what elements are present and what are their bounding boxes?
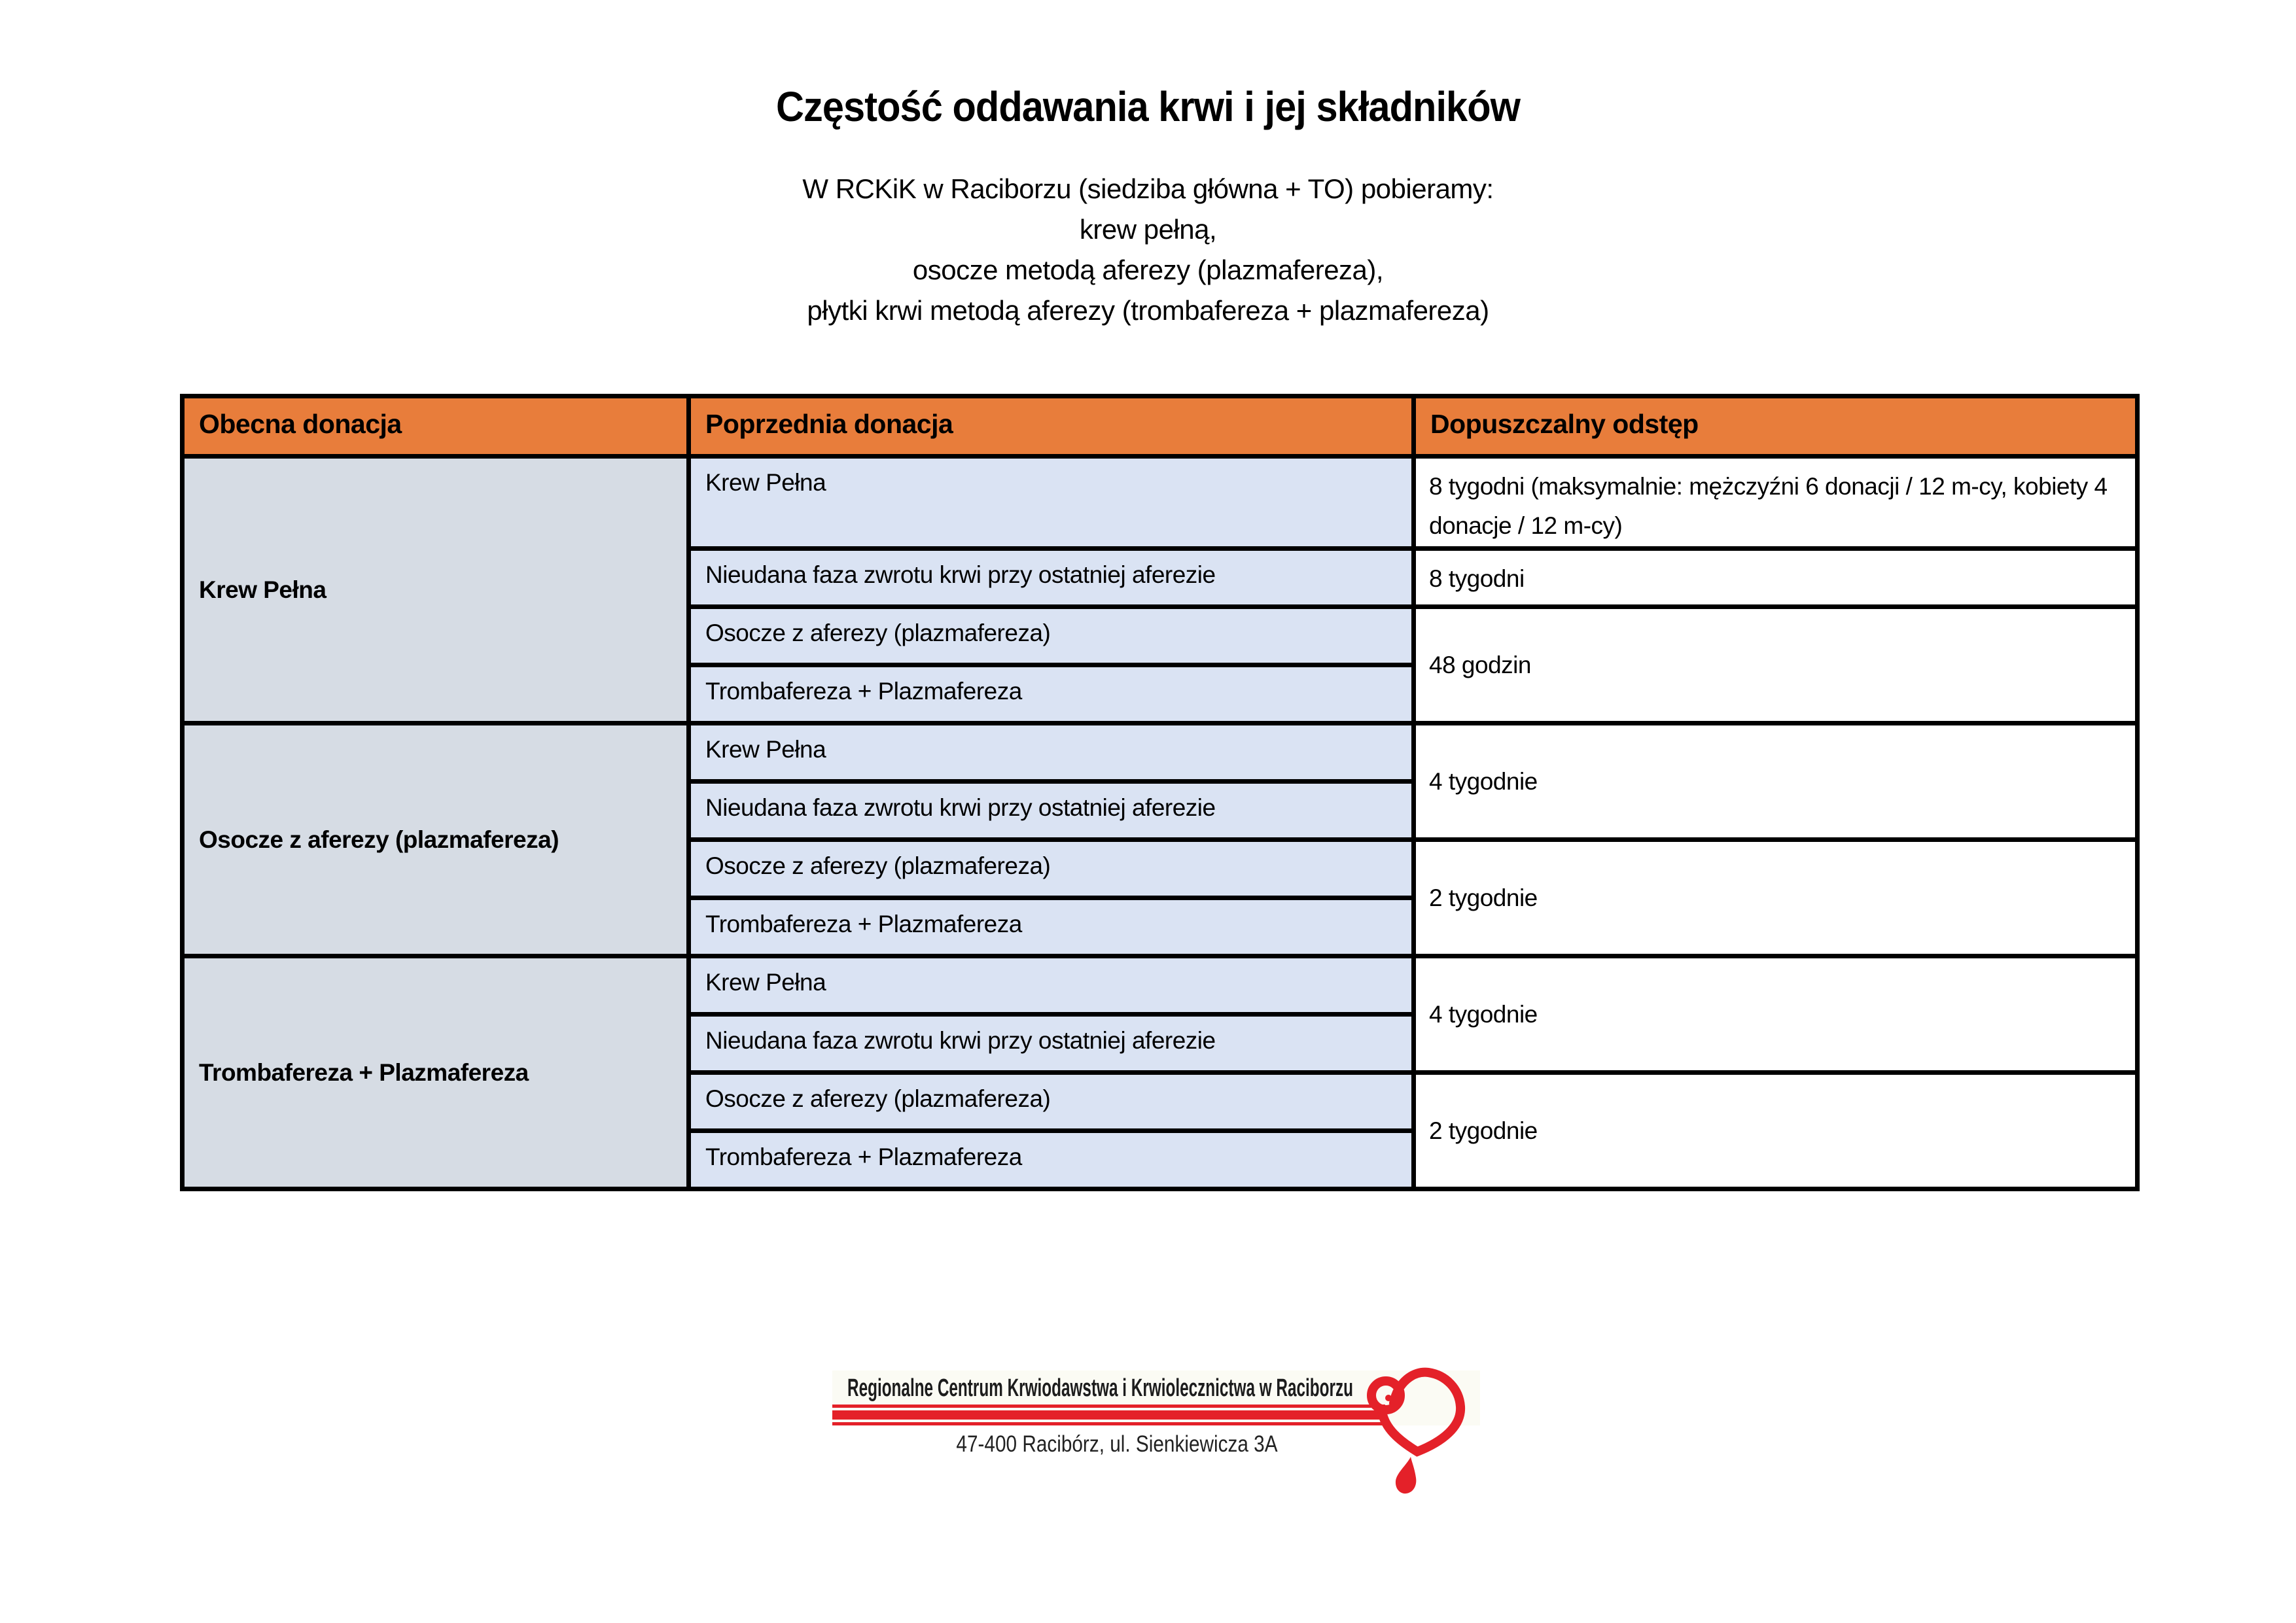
blood-drop-icon — [1396, 1457, 1416, 1493]
interval-cell: 8 tygodni (maksymalnie: mężczyźni 6 donacji / 12 m-cy, kobiety 4 donacje / 12 m-cy) — [1414, 457, 2138, 549]
previous-donation-cell: Osocze z aferezy (plazmafereza) — [689, 607, 1414, 665]
ribbon-roll — [1371, 1381, 1400, 1410]
current-donation-cell: Osocze z aferezy (plazmafereza) — [183, 724, 689, 956]
header-cell-allowed-interval: Dopuszczalny odstęp — [1414, 396, 2138, 457]
previous-donation-cell: Krew Pełna — [689, 457, 1414, 549]
intro-line: krew pełną, — [1079, 214, 1217, 245]
previous-donation-cell: Osocze z aferezy (plazmafereza) — [689, 1073, 1414, 1131]
footer-logo — [832, 1370, 1545, 1567]
interval-cell: 4 tygodnie — [1414, 724, 2138, 840]
current-donation-cell: Trombafereza + Plazmafereza — [183, 956, 689, 1189]
previous-donation-cell: Krew Pełna — [689, 724, 1414, 782]
interval-cell: 2 tygodnie — [1414, 840, 2138, 956]
interval-cell: 2 tygodnie — [1414, 1073, 2138, 1189]
previous-donation-cell: Osocze z aferezy (plazmafereza) — [689, 840, 1414, 898]
previous-donation-cell: Trombafereza + Plazmafereza — [689, 665, 1414, 724]
table-row — [183, 956, 2138, 1015]
organization-address: 47-400 Racibórz, ul. Sienkiewicza 3A — [956, 1431, 1278, 1457]
previous-donation-cell: Nieudana faza zwrotu krwi przy ostatniej aferezie — [689, 782, 1414, 840]
previous-donation-cell: Trombafereza + Plazmafereza — [689, 1131, 1414, 1189]
ribbon-stripe-thin — [832, 1405, 1385, 1408]
donation-frequency-table — [180, 394, 2140, 1191]
previous-donation-cell: Krew Pełna — [689, 956, 1414, 1015]
previous-donation-cell: Nieudana faza zwrotu krwi przy ostatniej aferezie — [689, 1015, 1414, 1073]
organization-name: Regionalne Centrum Krwiodawstwa i Krwiolecznictwa w Raciborzu — [847, 1374, 1353, 1402]
heart-ribbon-blood-drop-icon — [1360, 1364, 1471, 1501]
interval-cell: 4 tygodnie — [1414, 956, 2138, 1073]
previous-donation-cell: Trombafereza + Plazmafereza — [689, 898, 1414, 956]
current-donation-cell: Krew Pełna — [183, 457, 689, 724]
interval-cell: 8 tygodni — [1414, 549, 2138, 607]
previous-donation-cell: Nieudana faza zwrotu krwi przy ostatniej aferezie — [689, 549, 1414, 607]
document-header — [0, 84, 2296, 130]
table-header-row — [183, 396, 2138, 457]
ribbon-stripe-thin — [832, 1422, 1385, 1425]
intro-line: W RCKiK w Raciborzu (siedziba główna + TO) pobieramy: — [802, 173, 1494, 204]
ribbon-roll-center — [1385, 1395, 1392, 1401]
intro-text — [0, 169, 2296, 331]
page-title: Częstość oddawania krwi i jej składników — [775, 83, 1521, 130]
header-cell-previous-donation: Poprzednia donacja — [689, 396, 1414, 457]
ribbon-stripe-thick — [832, 1410, 1385, 1420]
intro-line: płytki krwi metodą aferezy (trombafereza + plazmafereza) — [807, 295, 1489, 326]
header-cell-current-donation: Obecna donacja — [183, 396, 689, 457]
table-row — [183, 724, 2138, 782]
ribbon-stripes — [832, 1405, 1385, 1425]
intro-line: osocze metodą aferezy (plazmafereza), — [912, 254, 1384, 285]
interval-cell: 48 godzin — [1414, 607, 2138, 724]
table-row — [183, 457, 2138, 549]
